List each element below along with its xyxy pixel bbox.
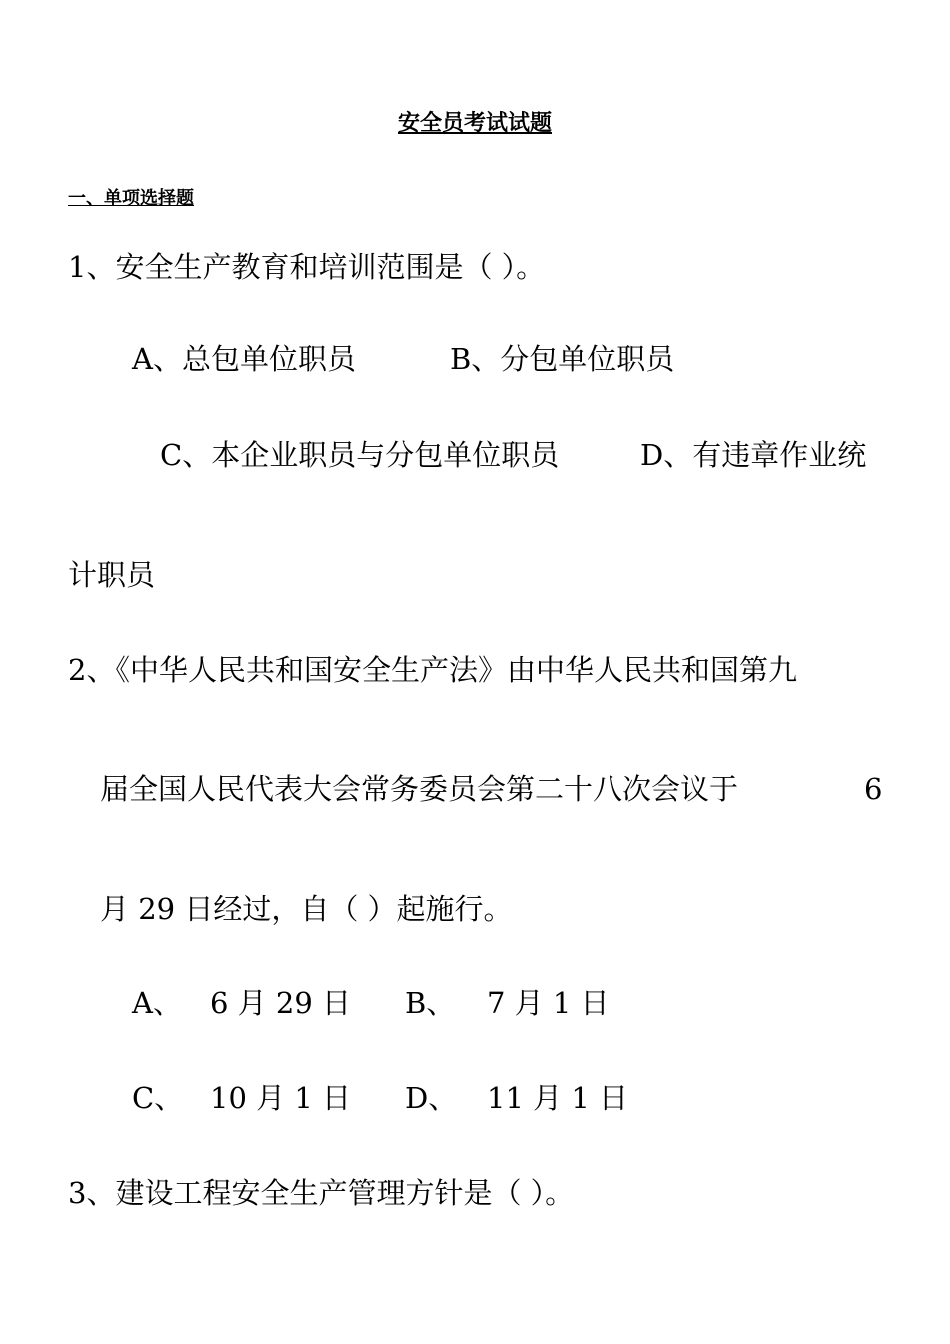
question-2-option-a-value: 6 月 29 日 — [210, 986, 352, 1020]
question-2-option-a-label: A、 — [132, 986, 182, 1020]
question-2-option-c-label: C、 — [132, 1081, 184, 1115]
question-2-option-b-value: 7 月 1 日 — [487, 986, 610, 1020]
section-heading: 一、单项选择题 — [68, 188, 194, 209]
document-title: 安全员考试试题 — [397, 110, 552, 136]
question-1-option-d-continuation: 计职员 — [68, 558, 156, 592]
question-1-option-d: D、有违章作业统 — [640, 438, 867, 472]
question-2-stem-line-3: 月 29 日经过，自（ ）起施行。 — [100, 892, 513, 926]
question-2-option-b-label: B、 — [405, 986, 456, 1020]
question-2-stem-line-1: 2、《中华人民共和国安全生产法》由中华人民共和国第九 — [68, 653, 797, 687]
question-1-stem: 1、安全生产教育和培训范围是（ ）。 — [68, 250, 546, 284]
question-1-option-a: A、总包单位职员 — [132, 342, 356, 376]
question-2-stem-line-2: 届全国人民代表大会常务委员会第二十八次会议于 — [100, 772, 739, 806]
question-3-stem: 3、建设工程安全生产管理方针是（ ）。 — [68, 1176, 575, 1210]
question-2-option-c-value: 10 月 1 日 — [210, 1081, 352, 1115]
question-2-option-d-value: 11 月 1 日 — [487, 1081, 629, 1115]
question-1-option-c: C、本企业职员与分包单位职员 — [160, 438, 560, 472]
question-1-option-b: B、分包单位职员 — [450, 342, 675, 376]
question-2-option-d-label: D、 — [405, 1081, 458, 1115]
question-2-stem-line-2-number: 6 — [864, 772, 883, 806]
